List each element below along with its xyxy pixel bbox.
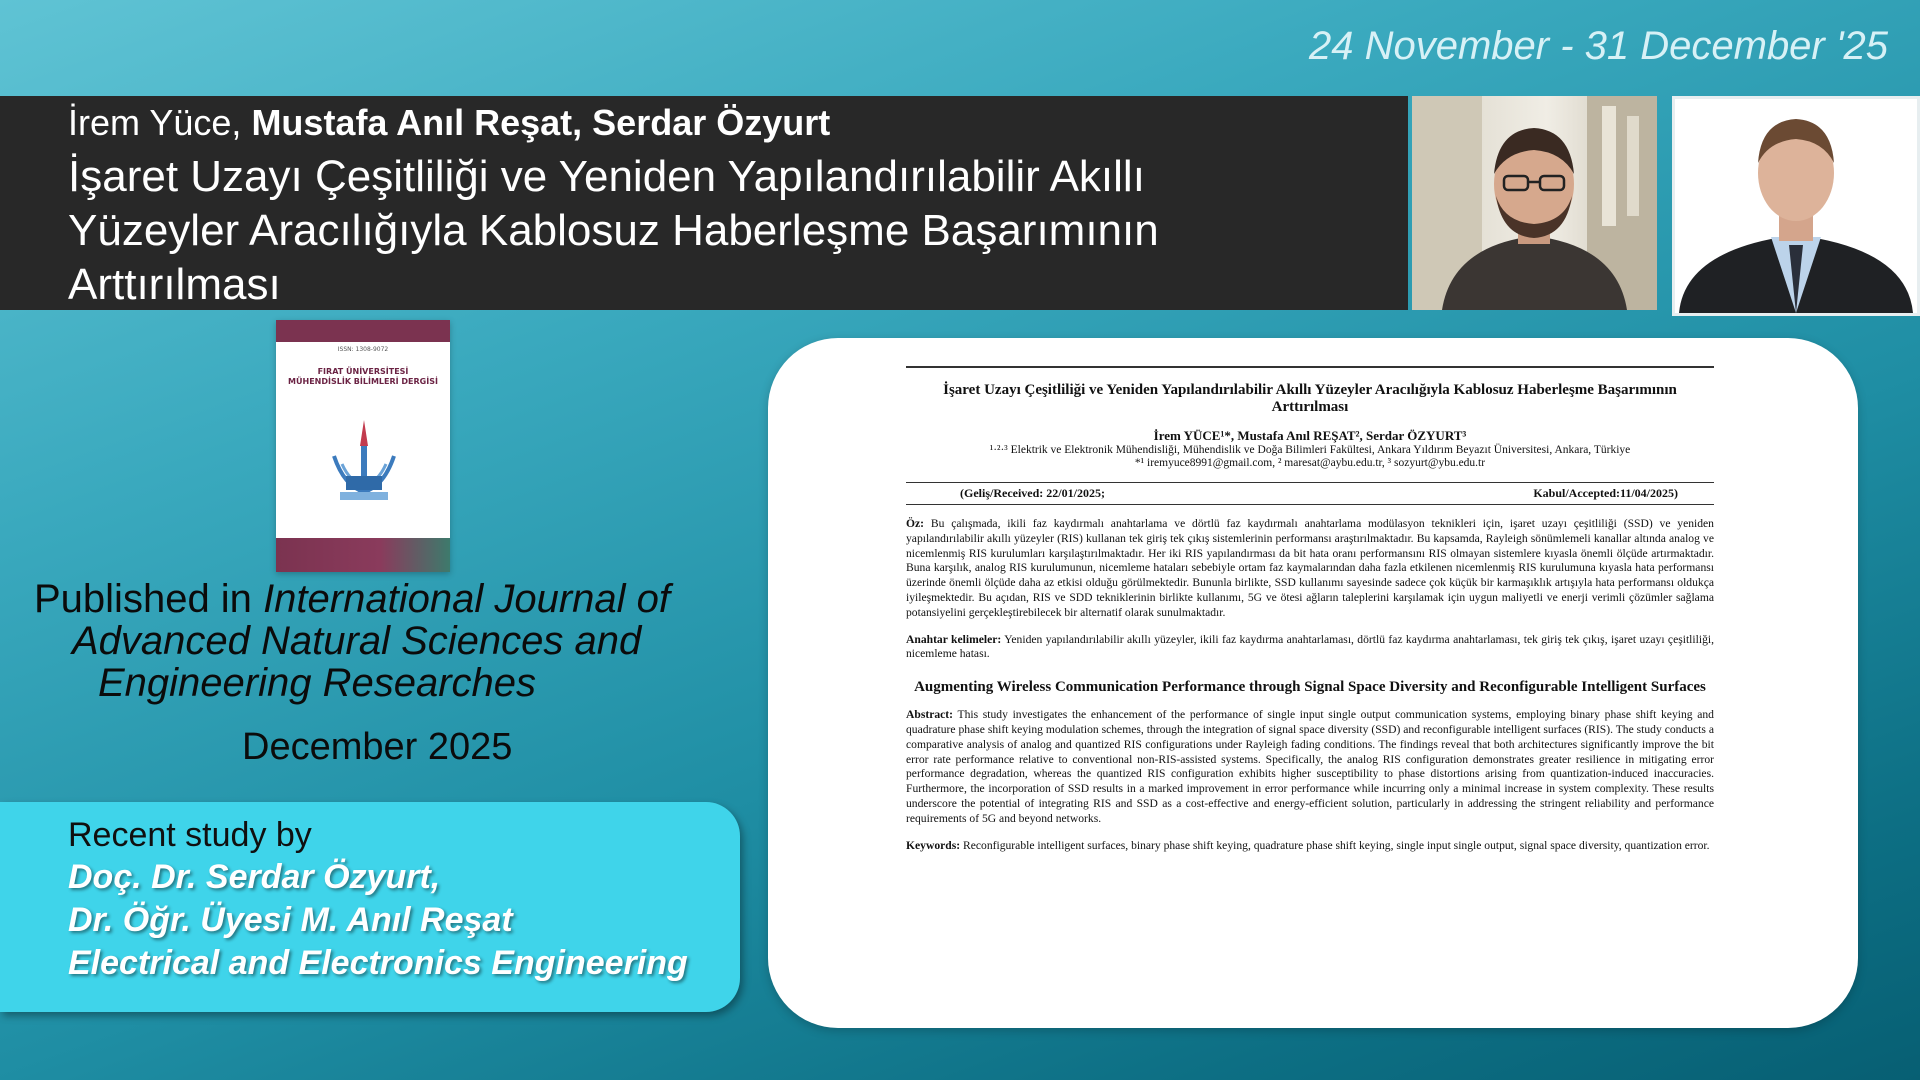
recent-study-label: Recent study by — [68, 816, 312, 854]
paper-title-tr: İşaret Uzayı Çeşitliliği ve Yeniden Yapılandırılabilir Akıllı Yüzeyler Aracılığıyla Kablosuz Haberleşme Başarımının Arttırılması — [943, 382, 1677, 415]
journal-name-line: International Journal of — [263, 577, 670, 621]
recent-study-line: Doç. Dr. Serdar Özyurt, — [68, 858, 441, 896]
abstract-text: This study investigates the enhancement of the performance of single input single output communication systems, employing binary phase shift keying and quadrature phase shift keying modulation schemes, through the integration of signal space diversity (SSD) and reconfigurable intelligent surfaces (RIS). The study conducts a comparative analysis of analog and quantized RIS configurations under Rayleigh fading conditions. The findings reveal that both architectures significantly improve the bit error rate performance relative to conventional non-RIS-assisted systems. Specifically, the analog RIS configuration demonstrates greater resilience in mitigating error performance degradation, whereas the quantized RIS configuration exhibits higher susceptibility to phase distortions arising from quantization-induced inaccuracies. Furthermore, the incorporation of SSD results in a marked improvement in error performance while incurring only a minimal increase in system complexity. These results underscore the potential of integrating RIS and SSD as a cost-effective and energy-efficient solution, particularly in addressing the stringent reliability and performance requirements of 5G and beyond networks. — [906, 708, 1714, 825]
paper-accepted: Kabul/Accepted:11/04/2025) — [1533, 486, 1678, 500]
journal-name-line: Advanced Natural Sciences and — [72, 619, 642, 663]
author-photo-1-image — [1412, 96, 1657, 310]
cover-journal-line: MÜHENDİSLİK BİLİMLERİ DERGİSİ — [288, 377, 438, 386]
title-line: İşaret Uzayı Çeşitliliği ve Yeniden Yapılandırılabilir Akıllı — [68, 152, 1145, 201]
keywords-tr-text: Yeniden yapılandırılabilir akıllı yüzeyler, ikili faz kaydırma anahtarlaması, dörtlü faz kaydırma anahtarlaması, tek giriş tek çıkış, işaret uzayı çeşitliliği, nicemleme hatası. — [906, 632, 1714, 661]
published-in — [34, 578, 754, 704]
cover-journal-name — [276, 367, 450, 387]
first-author: İrem Yüce, — [68, 102, 242, 143]
keywords-tr-label: Anahtar kelimeler: — [906, 632, 1002, 646]
journal-cover — [276, 320, 450, 572]
title-line: Yüzeyler Aracılığıyla Kablosuz Haberleşme Başarımının — [68, 206, 1159, 255]
paper-keywords-tr — [906, 633, 1714, 663]
paper-abstract — [906, 708, 1714, 826]
oz-label: Öz: — [906, 517, 925, 530]
journal-name-line: Engineering Researches — [98, 661, 537, 705]
cover-issn: ISSN: 1308-9072 — [337, 346, 389, 353]
publication-date: December 2025 — [242, 726, 513, 768]
abstract-label: Abstract: — [906, 708, 954, 722]
cover-bottom-bar — [276, 538, 450, 572]
published-prefix: Published in — [34, 577, 252, 621]
author-photo-2 — [1672, 96, 1920, 316]
paper-dates — [906, 482, 1714, 505]
paper-authors: İrem YÜCE¹*, Mustafa Anıl REŞAT², Serdar ÖZYURT³ — [1153, 428, 1467, 443]
university-logo-icon — [324, 416, 404, 506]
recent-study-line: Electrical and Electronics Engineering — [68, 944, 688, 982]
co-authors: Mustafa Anıl Reşat, Serdar Özyurt — [251, 102, 831, 143]
paper-keywords-en — [906, 839, 1714, 854]
paper-preview — [768, 338, 1858, 1028]
recent-study-box — [0, 802, 740, 1012]
paper-top-rule — [906, 366, 1714, 368]
paper-emails: *¹ iremyuce8991@gmail.com, ² maresat@aybu.edu.tr, ³ sozyurt@ybu.edu.tr — [1134, 457, 1486, 469]
author-photo-2-image — [1675, 99, 1917, 313]
paper-affiliation: ¹·²·³ Elektrik ve Elektronik Mühendisliği, Mühendislik ve Doğa Bilimleri Fakültesi, Ankara Yıldırım Beyazıt Üniversitesi, Ankara, Türkiye — [989, 444, 1631, 456]
paper-received: (Geliş/Received: 22/01/2025; — [960, 486, 1105, 500]
paper-title — [68, 150, 1408, 312]
cover-top-bar — [276, 320, 450, 342]
title-line: Arttırılması — [68, 260, 281, 309]
paper-oz — [906, 517, 1714, 621]
oz-text: Bu çalışmada, ikili faz kaydırmalı anahtarlama ve dörtlü faz kaydırmalı anahtarlama modülasyon teknikleri için, işaret uzayı çeşitliliği (SSD) ve yeniden yapılandırılabilir akıllı yüzeyler (RIS) kullanan tek giriş tek çıkış sistemlerinin performansı araştırılmaktadır. Bu kapsamda, Rayleigh sönümlemeli kanallar altında analog ve nicemlenmiş RIS kurulumları karşılaştırılmaktadır. Her iki RIS yapılandırması da bit hata oranı performansını RIS olmayan sistemlere kıyasla önemli ölçüde artırmaktadır. Buna karşılık, analog RIS kurulumunun, nicemleme hataları sebebiyle ortam faz kaymalarından daha fazla etkilenen nicemlenmiş RIS kurulumuna kıyasla hata performansı üzerinde önemli ölçüde daha az etkisi olduğu görülmektedir. Bununla birlikte, SSD kullanımı sayesinde sadece çok küçük bir karmaşıklık artışıyla hata performansı oldukça iyileşmektedir. Bu açıdan, RIS ve SDD tekniklerinin birlikte kullanımı, 5G ve ötesi ağların taleplerini karşılamak için uygun maliyetli ve enerji verimli çözümler sağlama potansiyelini gerçekleştirebilecek bir alternatif olarak sunulmaktadır. — [906, 517, 1714, 619]
keywords-en-label: Keywords: — [906, 838, 961, 852]
title-band — [0, 96, 1408, 310]
paper-title-en: Augmenting Wireless Communication Performance through Signal Space Diversity and Reconfigurable Intelligent Surfaces — [914, 679, 1706, 696]
author-list — [68, 100, 1408, 146]
keywords-en-text: Reconfigurable intelligent surfaces, binary phase shift keying, quadrature phase shift keying, single input single output, signal space diversity, quantization error. — [963, 838, 1710, 852]
cover-journal-line: FIRAT ÜNİVERSİTESİ — [317, 367, 409, 376]
recent-study-line: Dr. Öğr. Üyesi M. Anıl Reşat — [68, 901, 513, 939]
date-range: 24 November - 31 December '25 — [1308, 24, 1888, 68]
author-photo-1 — [1412, 96, 1657, 310]
